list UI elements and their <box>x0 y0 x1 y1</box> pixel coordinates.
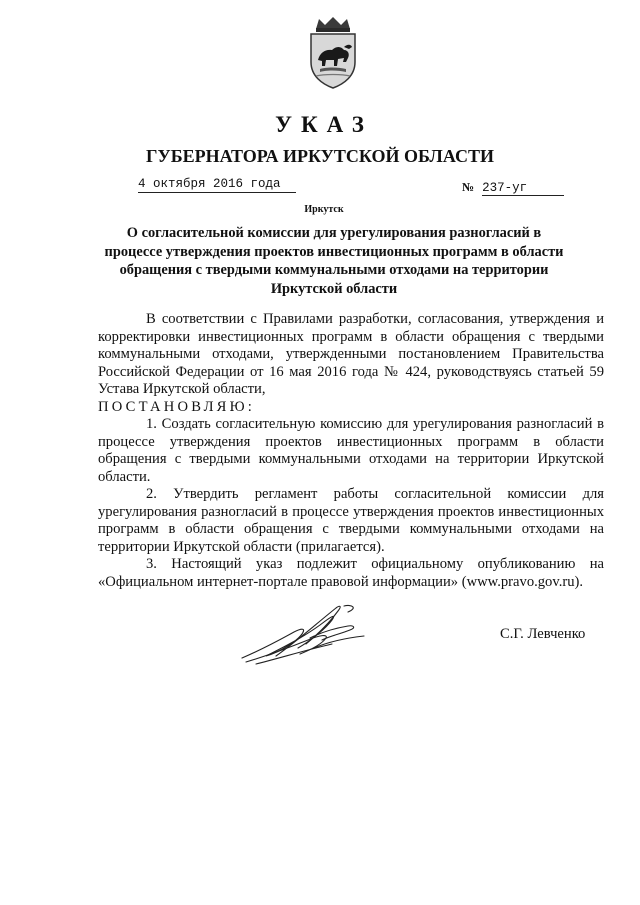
decree-item: 2. Утвердить регламент работы согласительной комиссии для урегулирования разногласий в процессе утверждения проектов инвестиционных программ в области обращения с твердыми коммунальными отходами на территории Иркутской области (прилагается). <box>98 486 604 555</box>
document-body <box>98 311 604 591</box>
handwritten-signature-icon <box>236 598 380 668</box>
signer-name: С.Г. Левченко <box>500 626 586 642</box>
document-number: 237-уг <box>482 181 564 196</box>
decree-item: 3. Настоящий указ подлежит официальному опубликованию на «Официальном интернет-портале правовой информации» (www.pravo.gov.ru). <box>98 556 604 590</box>
decree-item: 1. Создать согласительную комиссию для урегулирования разногласий в процессе утверждения проектов инвестиционных программ в области обращения с твердыми коммунальными отходами на территории Иркутской области. <box>98 416 604 485</box>
number-sign: № <box>462 180 475 194</box>
document-date: 4 октября 2016 года <box>138 177 296 193</box>
preamble-paragraph: В соответствии с Правилами разработки, согласования, утверждения и корректировки инвестиционных программ в области обращения с твердыми коммунальными отходами, утвержденными постановлением Правительства Российской Федерации от 16 мая 2016 года № 424, руководствуясь статьей 59 Устава Иркутской области, <box>98 311 604 397</box>
city-name: Иркутск <box>304 204 344 215</box>
document-type: УКАЗ <box>275 112 373 137</box>
document-number-block <box>462 178 564 196</box>
decree-word: ПОСТАНОВЛЯЮ: <box>98 398 256 415</box>
irkutsk-coat-of-arms-icon <box>304 16 362 90</box>
document-title: О согласительной комиссии для урегулирования разногласий в процессе утверждения проектов инвестиционных программ в области обращения с твердыми коммунальными отходами на территории Иркутской области <box>104 225 564 297</box>
issuer-title: ГУБЕРНАТОРА ИРКУТСКОЙ ОБЛАСТИ <box>146 146 494 166</box>
